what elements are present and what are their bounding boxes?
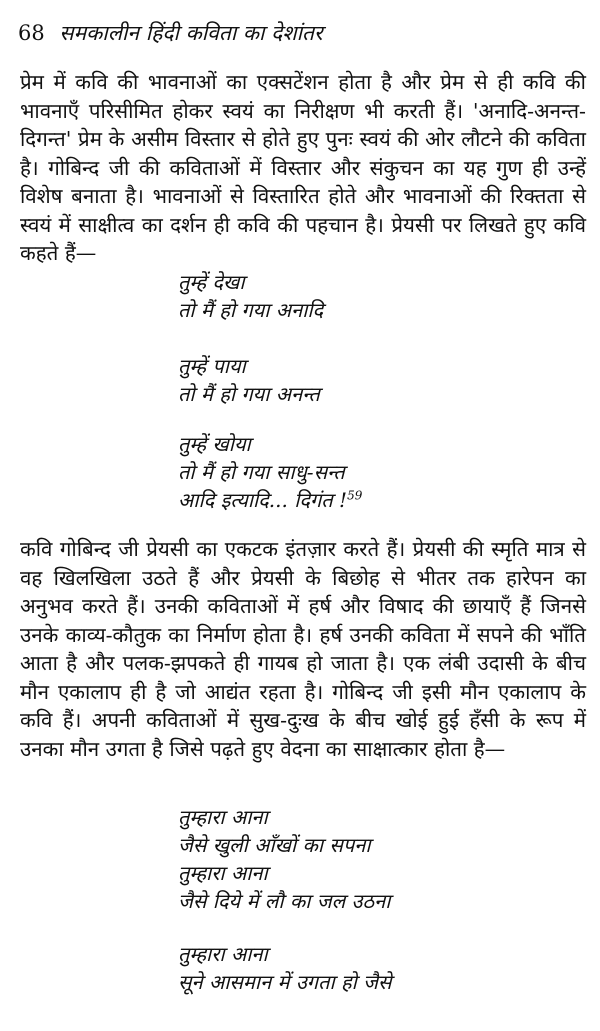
poem-line: तुम्हें खोया [178,432,251,456]
body-paragraph: प्रेम में कवि की भावनाओं का एक्सटेंशन होता है और प्रेम से ही कवि की भावनाएँ परिसीमित होकर स्वयं का निरीक्षण भी करती हैं। 'अनादि-अनन्त-दिगन्त' प्रेम के असीम विस्तार से होते हुए पुनः स्वयं की ओर लौटने की कविता है। गोबिन्द जी की कविताओं में विस्तार और संकुचन का यह गुण ही उन्हें विशेष बनाता है। भावनाओं से विस्तारित होते और भावनाओं की रिक्तता से स्वयं में साक्षीत्व का दर्शन ही कवि की पहचान है। प्रेयसी पर लिखते हुए कवि कहते हैं— [20,70,586,265]
poem-line: सूने आसमान में उगता हो जैसे [178,970,392,994]
poem-line: तो मैं हो गया अनादि [178,298,324,322]
poem-line: तो मैं हो गया अनन्त [178,382,320,406]
poem-line: तुम्हारा आना [178,805,268,829]
poem-line: जैसे खुली आँखों का सपना [178,833,371,857]
poem-line-text: आदि इत्यादि... दिगंत ! [178,488,348,512]
poem-line: तुम्हारा आना [178,861,268,885]
poem-line: तुम्हारा आना [178,942,268,966]
poem-line: तुम्हें पाया [178,354,246,378]
page-header [18,18,323,48]
poem-line: तो मैं हो गया साधु-सन्त [178,460,345,484]
poem-stanza [178,268,323,324]
running-title: समकालीन हिंदी कविता का देशांतर [59,21,323,45]
poem-stanza [178,940,392,996]
poem-stanza [178,352,320,408]
poem-line: जैसे दिये में लौ का जल उठना [178,889,391,913]
body-paragraph: कवि गोबिन्द जी प्रेयसी का एकटक इंतज़ार करते हैं। प्रेयसी की स्मृति मात्र से वह खिलखिला उठते हैं और प्रेयसी के बिछोह से भीतर तक हारेपन का अनुभव करते हैं। उनकी कविताओं में हर्ष और विषाद की छायाएँ हैं जिनसे उनके काव्य-कौतुक का निर्माण होता है। हर्ष उनकी कविता में सपने की भाँति आता है और पलक-झपकते ही गायब हो जाता है। एक लंबी उदासी के बीच मौन एकालाप ही है जो आद्यंत रहता है। गोबिन्द जी इसी मौन एकालाप के कवि हैं। अपनी कविताओं में सुख-दुःख के बीच खोई हुई हँसी के रूप में उनका मौन उगता है जिसे पढ़ते हुए वेदना का साक्षात्कार होता है— [20,537,586,761]
poem-stanza [178,430,362,514]
poem-line-last [178,486,362,514]
page-number: 68 [18,21,45,45]
poem-stanza [178,803,390,915]
poem-line: तुम्हें देखा [178,270,245,294]
footnote-marker: 59 [347,488,363,503]
